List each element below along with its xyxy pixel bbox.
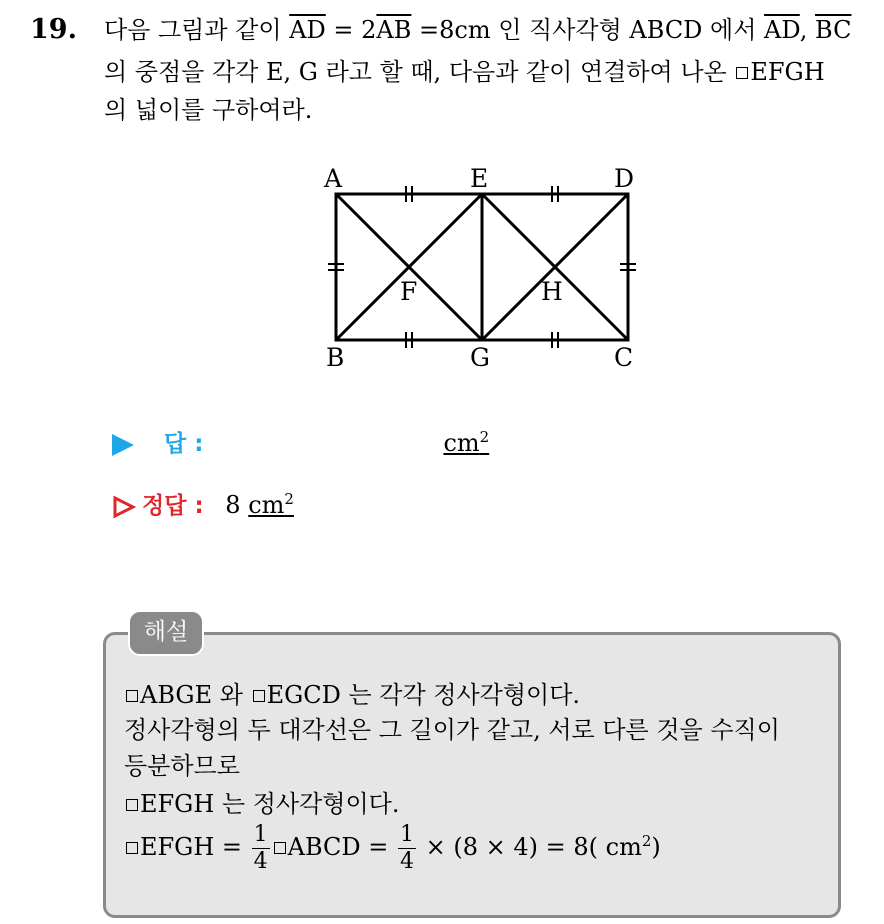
equation-text: =8cm xyxy=(411,16,491,44)
question-text: EFGH xyxy=(750,58,825,86)
answer-label: 답 : xyxy=(164,431,204,457)
equation-text: = 2 xyxy=(325,16,377,44)
segment-ab: $\overline{AB}$ xyxy=(376,16,412,44)
correct-answer-unit: $cm^2$ xyxy=(248,490,294,519)
correct-answer-label: 정답 : xyxy=(142,493,204,519)
question-line-1 xyxy=(104,14,851,46)
segment-bc: $\overline{BC}$ xyxy=(815,16,852,44)
label-d: D xyxy=(614,164,635,193)
square-symbol-icon xyxy=(736,67,748,79)
question-line-2 xyxy=(104,56,825,88)
comma: , xyxy=(799,16,816,44)
question-text: 인 직사각형 ABCD 에서 xyxy=(490,16,765,44)
square-symbol-icon xyxy=(126,799,138,811)
outline-triangle-icon xyxy=(112,495,136,519)
rectangle-figure xyxy=(300,160,660,380)
fraction-one-quarter: $\frac{1}{4}$ xyxy=(400,822,415,874)
solution-text: EFGH 는 정사각형이다. xyxy=(140,790,400,818)
play-triangle-icon xyxy=(112,434,134,456)
square-symbol-icon xyxy=(253,690,265,702)
correct-answer-row xyxy=(112,487,294,520)
label-a: A xyxy=(324,164,343,193)
question-line-3 xyxy=(104,94,312,126)
answer-row xyxy=(112,425,489,458)
equation-text: EFGH = xyxy=(140,833,250,861)
solution-line-1 xyxy=(124,675,580,710)
label-c: C xyxy=(614,343,634,372)
answer-unit: $cm^2$ xyxy=(443,428,490,457)
label-h: H xyxy=(541,277,563,306)
fraction-one-quarter: $\frac{1}{4}$ xyxy=(253,822,268,874)
question-text: 의 넓이를 구하여라. xyxy=(104,96,313,124)
question-text: 의 중점을 각각 E, G 라고 할 때, 다음과 같이 연결하여 나온 xyxy=(104,58,735,86)
question-text: 다음 그림과 같이 xyxy=(104,16,290,44)
square-symbol-icon xyxy=(126,842,138,854)
segment-ad: $\overline{AD}$ xyxy=(289,16,326,44)
solution-text: ABGE 와 xyxy=(140,681,251,709)
square-symbol-icon xyxy=(126,690,138,702)
correct-answer-value: 8 xyxy=(225,491,241,519)
question-number: 19. xyxy=(30,14,77,45)
solution-tag: 해설 xyxy=(128,610,204,656)
solution-line-4 xyxy=(124,784,399,819)
segment-ad: $\overline{AD}$ xyxy=(764,16,800,44)
solution-line-3: 등분하므로 xyxy=(124,752,240,780)
solution-line-2: 정사각형의 두 대각선은 그 길이가 같고, 서로 다른 것을 수직이 xyxy=(124,716,780,744)
superscript: 2 xyxy=(641,832,652,850)
label-f: F xyxy=(400,277,418,306)
solution-text: EGCD 는 각각 정사각형이다. xyxy=(266,681,581,709)
equation-text: ABCD = xyxy=(287,833,397,861)
equation-text: ) xyxy=(651,833,661,861)
square-symbol-icon xyxy=(274,842,286,854)
equation-text: × (8 × 4) = 8( cm xyxy=(418,833,642,861)
label-b: B xyxy=(326,343,345,372)
solution-equation xyxy=(124,822,661,875)
label-g: G xyxy=(470,343,490,372)
label-e: E xyxy=(470,164,489,193)
